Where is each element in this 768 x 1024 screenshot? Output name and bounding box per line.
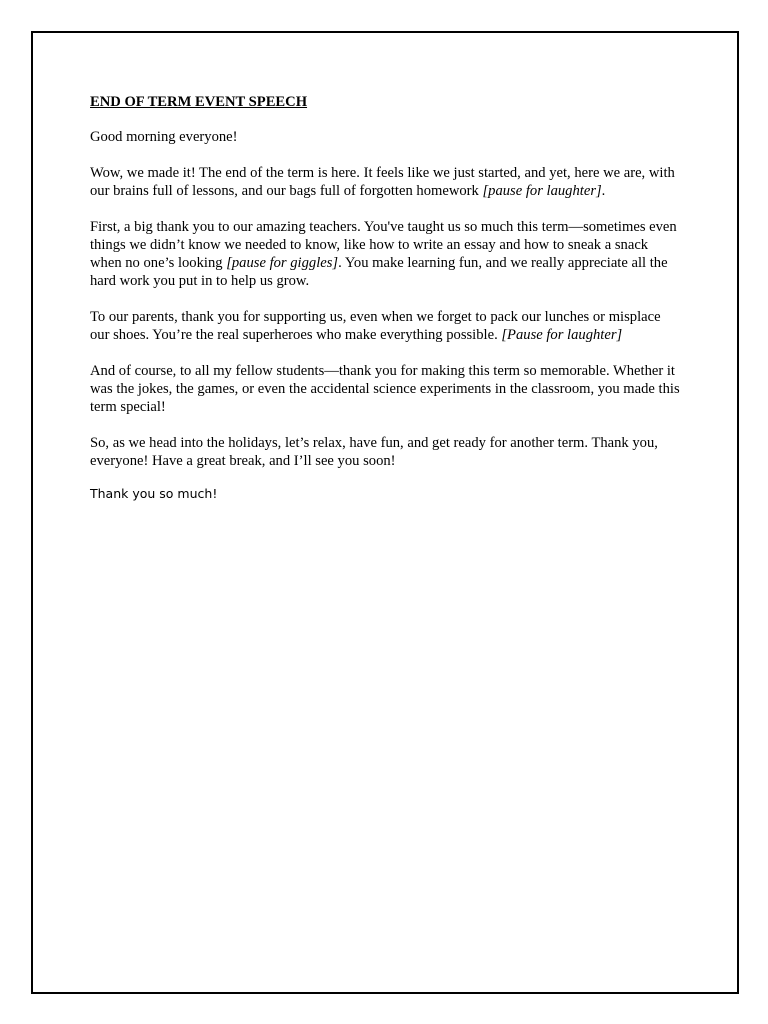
paragraph-teachers bbox=[90, 218, 682, 290]
paragraph-text: First, a big thank you to our amazing teachers. You've taught us so much this term—sometimes even things we didn’t know we needed to know, like how to write an essay and how to sneak a snack when no one’s looking bbox=[90, 219, 677, 271]
paragraph-students bbox=[90, 362, 682, 416]
paragraph-text: So, as we head into the holidays, let’s relax, have fun, and get ready for another term. Thank you, everyone! Have a great break, and I’ll see you soon! bbox=[90, 435, 658, 469]
paragraph-text: Wow, we made it! The end of the term is here. It feels like we just started, and yet, here we are, with our brains full of lessons, and our bags full of forgotten homework bbox=[90, 165, 675, 199]
paragraph-laughter bbox=[90, 164, 682, 200]
document-body bbox=[90, 93, 682, 502]
stage-direction: [Pause for laughter] bbox=[501, 327, 623, 343]
paragraph-text: To our parents, thank you for supporting us, even when we forget to pack our lunches or misplace our shoes. You’re the real superheroes who make everything possible. bbox=[90, 309, 661, 343]
stage-direction: [pause for laughter] bbox=[482, 183, 602, 199]
greeting: Good morning everyone! bbox=[90, 129, 238, 145]
paragraph-tail: . bbox=[601, 183, 606, 199]
paragraph-parents bbox=[90, 308, 682, 344]
paragraph-holidays bbox=[90, 434, 682, 470]
paragraph-tail: . You make learning fun, and we really appreciate all the hard work you put in to help us grow. bbox=[90, 255, 668, 289]
paragraph-text: And of course, to all my fellow students—thank you for making this term so memorable. Whether it was the jokes, the games, or even the accidental science experiments in the classroom, you made this term special! bbox=[90, 363, 680, 415]
stage-direction: [pause for giggles] bbox=[226, 255, 339, 271]
document-title: END OF TERM EVENT SPEECH bbox=[90, 94, 308, 110]
closing-line: Thank you so much! bbox=[90, 486, 218, 501]
